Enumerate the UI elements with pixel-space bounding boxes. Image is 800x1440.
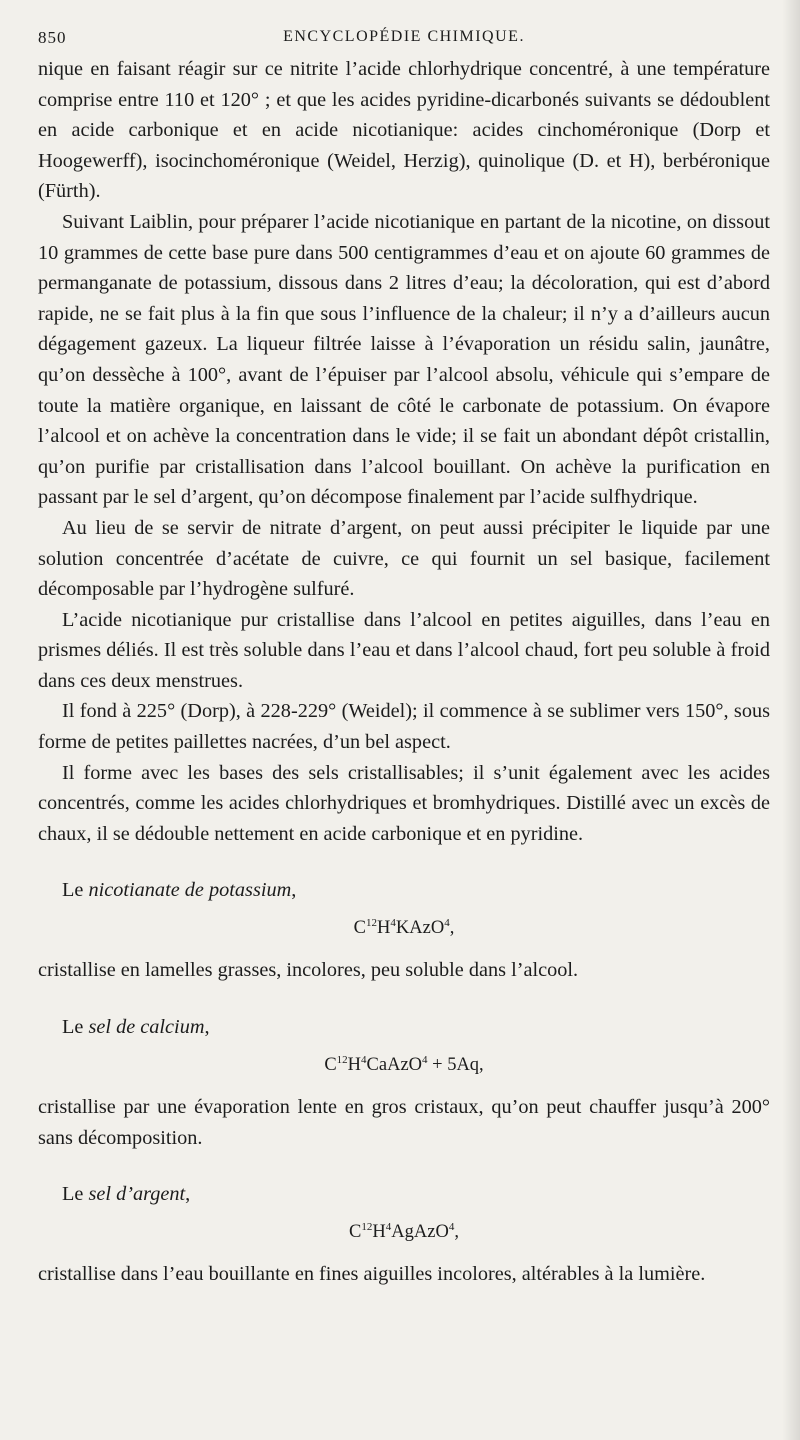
salt-description-silver: cristallise dans l’eau bouillante en fines aiguilles incolores, altérables à la lumière. <box>38 1263 706 1286</box>
formula-silver: $C^{12}H^4AgAzO^4$, <box>349 1221 459 1243</box>
formula-potassium: $C^{12}H^4KAzO^4$, <box>353 917 455 939</box>
salt-description-calcium: cristallise par une évaporation lente en gros cristaux, qu’on peut chauffer jusqu’à 200° sans décomposition. <box>38 1096 770 1149</box>
paragraph-4: L’acide nicotianique pur cristallise dans l’alcool en petites aiguilles, dans l’eau en prismes déliés. Il est très soluble dans l’eau et dans l’alcool chaud, fort peu soluble à froid dans ces deux menstrues. <box>38 608 770 692</box>
paragraph-3: Au lieu de se servir de nitrate d’argent, on peut aussi précipiter le liquide par une solution concentrée d’acétate de cuivre, ce qui fournit un sel basique, facilement décomposable par l’hydrogène sulfuré. <box>38 516 770 601</box>
page-edge-shadow <box>782 0 800 1440</box>
paragraph-6: Il forme avec les bases des sels cristallisables; il s’unit également avec les acides concentrés, comme les acides chlorhydriques et bromhydriques. Distillé avec un excès de chaux, il se dédouble nettement en acide carbonique et en pyridine. <box>38 761 770 845</box>
paragraph-1: nique en faisant réagir sur ce nitrite l’acide chlorhydrique concentré, à une température comprise entre 110 et 120° ; et que les acides pyridine-dicarbonés suivants se dédoublent en acide carbonique et en acide nicotianique: acides cinchoméronique (Dorp et Hoogewerff), isocinchoméronique (Weidel, Herzig), quinolique (D. et H), berbéronique (Fürth). <box>38 58 770 203</box>
salt-label-potassium: Le nicotianate de potassium, <box>62 879 297 902</box>
salt-label-silver: Le sel d’argent, <box>62 1183 191 1206</box>
formula-calcium: $C^{12}H^4CaAzO^4 + 5Aq$, <box>324 1053 484 1076</box>
salt-name: sel de calcium <box>88 1016 205 1039</box>
running-title: ENCYCLOPÉDIE CHIMIQUE. <box>283 28 525 45</box>
salt-label-calcium: Le sel de calcium, <box>62 1016 210 1039</box>
salt-description-potassium: cristallise en lamelles grasses, incolores, peu soluble dans l’alcool. <box>38 959 579 982</box>
page-number: 850 <box>38 28 67 47</box>
salt-name: sel d’argent <box>88 1183 186 1206</box>
paragraph-2: Suivant Laiblin, pour préparer l’acide nicotianique en partant de la nicotine, on dissout 10 grammes de cette base pure dans 500 centigrammes d’eau et on ajoute 60 grammes de permanganate de potassium, dissous dans 2 litres d’eau; la décoloration, qui est d’abord rapide, ne se fait plus à la fin que sous l’influence de la chaleur; il n’y a d’ailleurs aucun dégagement gazeux. La liqueur filtrée laisse à l’évaporation un résidu salin, jaunâtre, qu’on dessèche à 100°, avant de l’épuiser par l’alcool absolu, véhicule qui s’empare de toute la matière organique, en laissant de côté le carbonate de potassium. On évapore l’alcool et on achève la concentration dans le vide; il se fait un abondant dépôt cristallin, qu’on purifie par cristallisation dans l’alcool bouillant. On achève la purification en passant par le sel d’argent, qu’on décompose finalement par l’acide sulfhydrique. <box>38 210 770 509</box>
paragraph-5: Il fond à 225° (Dorp), à 228-229° (Weidel); il commence à se sublimer vers 150°, sous forme de petites paillettes nacrées, d’un bel aspect. <box>38 700 770 754</box>
salt-name: nicotianate de potassium <box>88 879 292 902</box>
page-header <box>38 28 770 54</box>
